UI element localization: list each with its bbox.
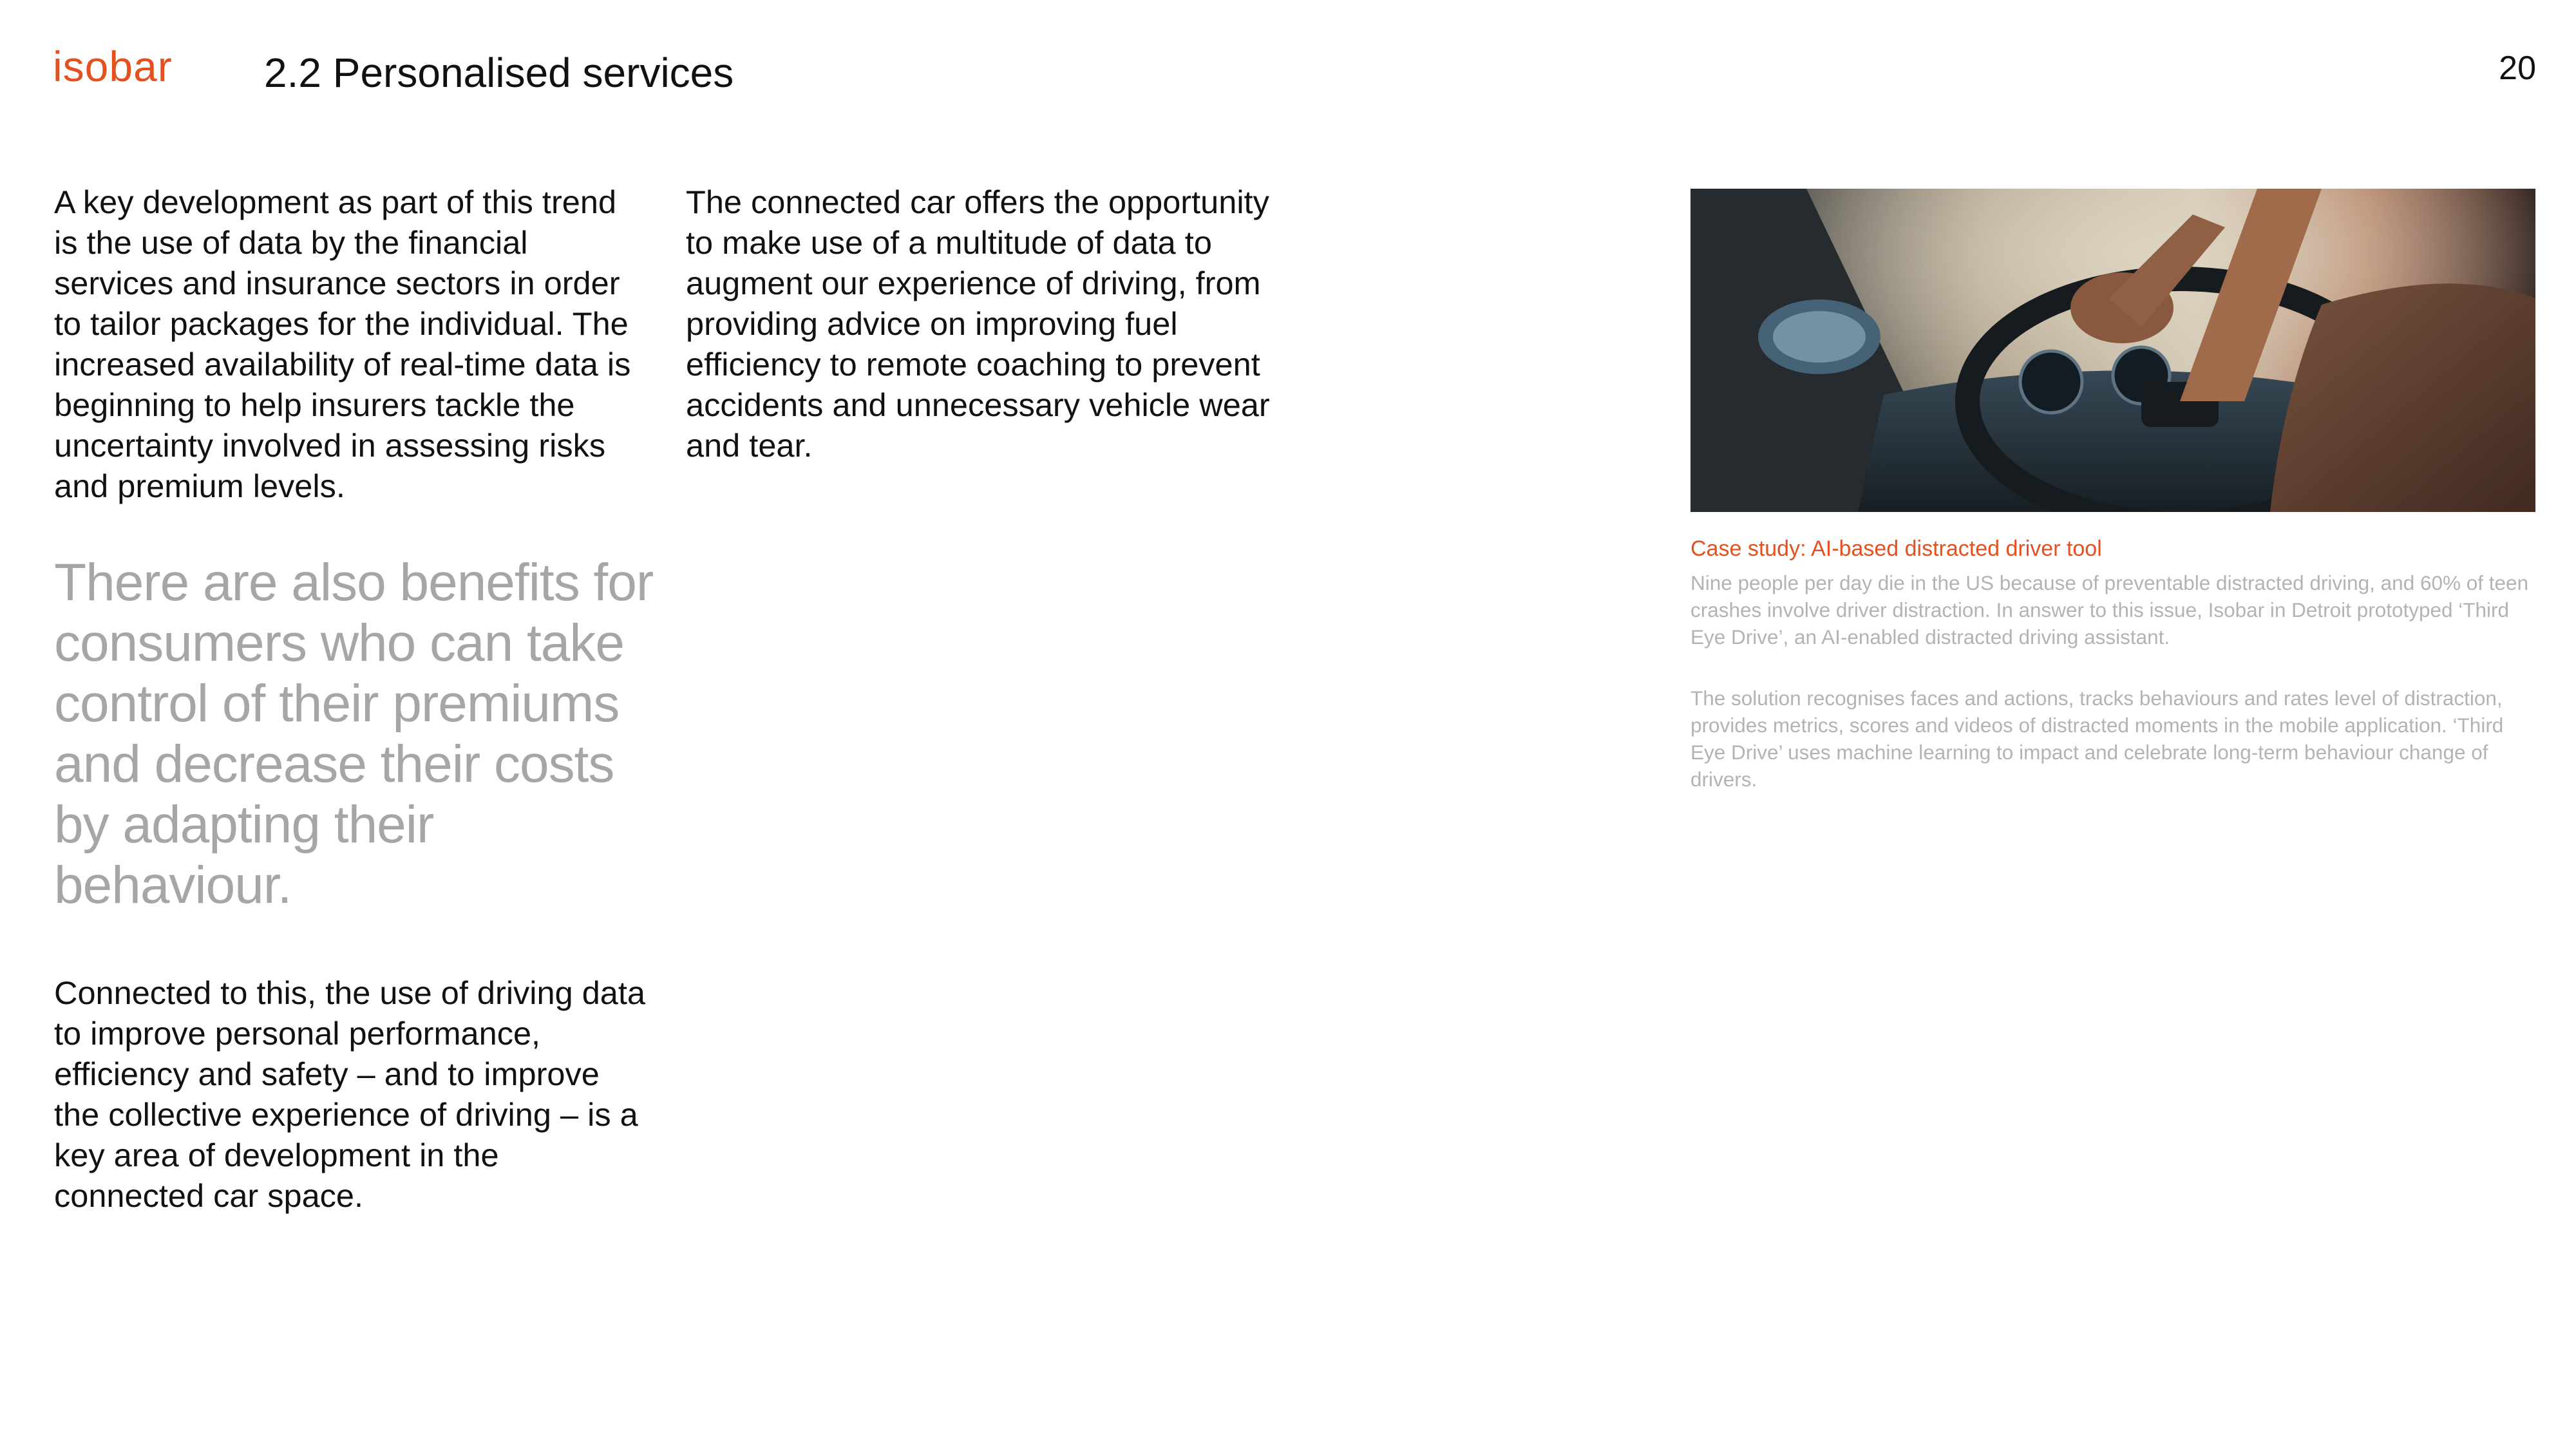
case-study-paragraph-2: The solution recognises faces and actions, tracks behaviours and rates level of distraction, provides metrics, scores and videos of distracted moments in the mobile application. ‘Third Eye Drive’ uses machine learning to impact and celebrate long-term behaviour change of drivers. [1690, 687, 2504, 791]
driver-photo [1690, 189, 2535, 512]
driving-data-paragraph: Connected to this, the use of driving data to improve personal performance, efficiency and safety – and to improve the collective experience of driving – is a key area of development in the connected car space. [54, 974, 646, 1214]
pull-quote: There are also benefits for consumers who can take control of their premiums and decrease their costs by adapting their behaviour. [54, 553, 654, 914]
case-study-paragraph-1: Nine people per day die in the US because of preventable distracted driving, and 60% of teen crashes involve driver distraction. In answer to this issue, Isobar in Detroit prototyped ‘Third Eye Drive’, an AI-enabled distracted driving assistant. [1690, 571, 2529, 649]
isobar-logo: isobar [53, 43, 173, 90]
intro-paragraph: A key development as part of this trend is the use of data by the financial services and insurance sectors in order to tailor packages for the individual. The increased availability of real-time data is beginning to help insurers tackle the uncertainty involved in assessing risks and premium levels. [54, 184, 631, 504]
page-number: 20 [2499, 50, 2536, 87]
case-study-heading: Case study: AI-based distracted driver tool [1690, 536, 2102, 561]
connected-car-paragraph: The connected car offers the opportunity to make use of a multitude of data to augment our experience of driving, from providing advice on improving fuel efficiency to remote coaching to prevent accidents and unnecessary vehicle wear and tear. [686, 184, 1270, 464]
page-title: 2.2 Personalised services [264, 50, 734, 96]
